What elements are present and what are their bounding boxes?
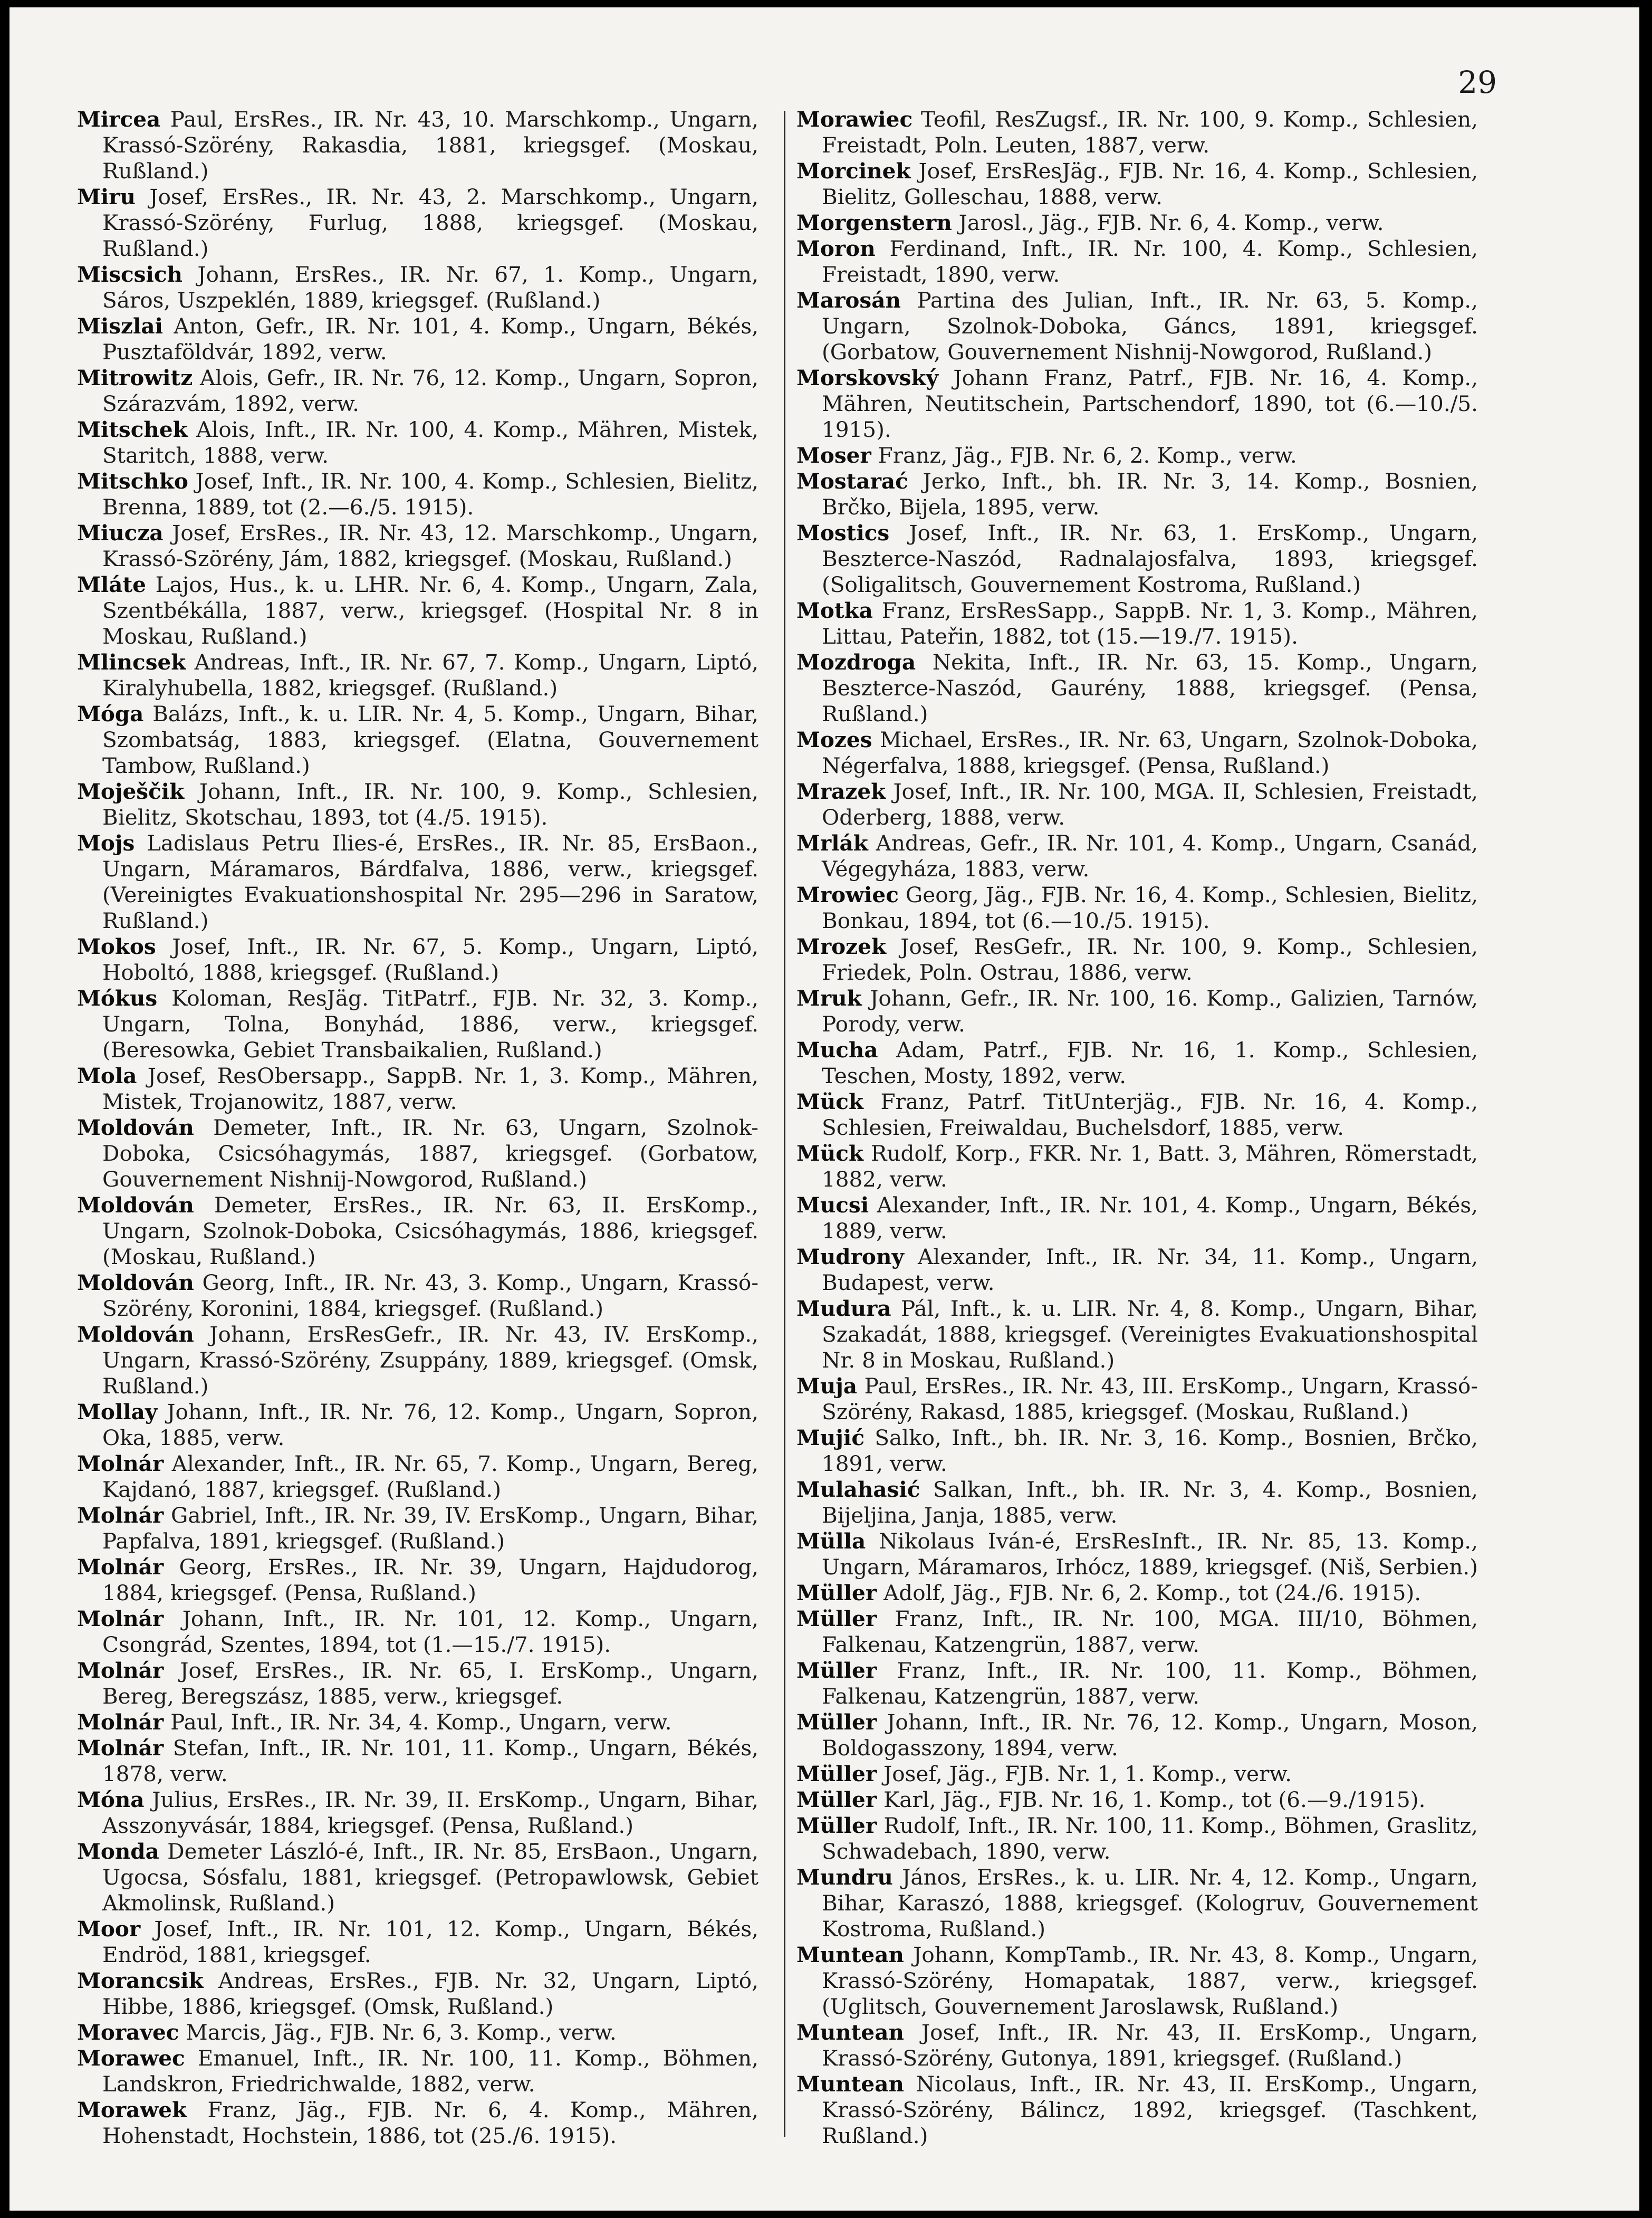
register-entry: [77, 649, 758, 701]
entry-surname: Molnár: [77, 1606, 164, 1631]
entry-details: Salko, Inft., bh. IR. Nr. 3, 16. Komp., Bosnien, Brčko, 1891, verw.: [822, 1425, 1478, 1476]
register-entry: [796, 1606, 1478, 1658]
entry-surname: Mitschek: [77, 417, 188, 442]
register-entry: [77, 1322, 758, 1399]
entry-surname: Morawiec: [796, 107, 913, 132]
entry-details: Franz, Jäg., FJB. Nr. 6, 2. Komp., verw.: [878, 443, 1297, 468]
register-entry: [77, 1270, 758, 1322]
register-entry: [796, 1296, 1478, 1373]
entry-surname: Morancsik: [77, 1968, 204, 1993]
register-entry: [796, 443, 1478, 469]
entry-details: Georg, ErsRes., IR. Nr. 39, Ungarn, Hajdudorog, 1884, kriegsgef. (Pensa, Rußland.): [102, 1554, 758, 1605]
entry-details: Jerko, Inft., bh. IR. Nr. 3, 14. Komp., Bosnien, Brčko, Bijela, 1895, verw.: [822, 469, 1478, 520]
entry-details: Franz, ErsResSapp., SappB. Nr. 1, 3. Komp., Mähren, Littau, Pateřin, 1882, tot (15.—19./7. 1915).: [822, 598, 1478, 649]
entry-surname: Mollay: [77, 1399, 158, 1425]
register-entry: [77, 1916, 758, 1968]
register-entry: [77, 1503, 758, 1554]
entry-details: Demeter László-é, Inft., IR. Nr. 85, ErsBaon., Ungarn, Ugocsa, Sósfalu, 1881, kriegsgef. (Petropawlowsk, Gebiet Akmolinsk, Rußland.): [102, 1839, 758, 1916]
entry-details: Josef, Inft., IR. Nr. 63, 1. ErsKomp., Ungarn, Beszterce-Naszód, Radnalajosfalva, 1893, kriegsgef. (Soligalitsch, Gouvernement Kostroma, Rußland.): [822, 520, 1478, 597]
register-entry: [796, 288, 1478, 365]
entry-surname: Morskovský: [796, 365, 938, 390]
entry-surname: Moravec: [77, 2020, 179, 2045]
register-entry: [796, 1761, 1478, 1787]
entry-details: Nekita, Inft., IR. Nr. 63, 15. Komp., Ungarn, Beszterce-Naszód, Gaurény, 1888, kriegsgef. (Pensa, Rußland.): [822, 649, 1478, 726]
entry-details: Adam, Patrf., FJB. Nr. 16, 1. Komp., Schlesien, Teschen, Mosty, 1892, verw.: [822, 1037, 1478, 1088]
entry-details: Demeter, Inft., IR. Nr. 63, Ungarn, Szolnok-Doboka, Csicsóhagymás, 1887, kriegsgef. (Gorbatow, Gouvernement Nishnij-Nowgorod, Rußland.): [102, 1115, 758, 1192]
entry-details: Alois, Inft., IR. Nr. 100, 4. Komp., Mähren, Mistek, Staritch, 1888, verw.: [102, 417, 758, 468]
entry-surname: Mostics: [796, 520, 890, 546]
entry-details: Rudolf, Inft., IR. Nr. 100, 11. Komp., Böhmen, Graslitz, Schwadebach, 1890, verw.: [822, 1813, 1478, 1864]
register-entry: [796, 1865, 1478, 1942]
register-entry: [796, 1477, 1478, 1528]
entry-details: Josef, ErsRes., IR. Nr. 43, 12. Marschkomp., Ungarn, Krassó-Szörény, Jám, 1882, kriegsgef. (Moskau, Rußland.): [102, 520, 758, 571]
register-entry: [796, 520, 1478, 598]
entry-details: Johann, Gefr., IR. Nr. 100, 16. Komp., Galizien, Tarnów, Porody, verw.: [822, 986, 1478, 1037]
entry-details: Johann, ErsRes., IR. Nr. 67, 1. Komp., Ungarn, Sáros, Uszpeklén, 1889, kriegsgef. (Rußland.): [102, 262, 759, 313]
entry-details: Franz, Inft., IR. Nr. 100, MGA. III/10, Böhmen, Falkenau, Katzengrün, 1887, verw.: [822, 1606, 1478, 1657]
entry-surname: Mück: [796, 1089, 863, 1114]
entry-surname: Mitrowitz: [77, 365, 193, 390]
entry-details: Johann, ErsResGefr., IR. Nr. 43, IV. ErsKomp., Ungarn, Krassó-Szörény, Zsuppány, 1889, kriegsgef. (Omsk, Rußland.): [102, 1322, 758, 1399]
register-entry: [796, 649, 1478, 727]
entry-surname: Molnár: [77, 1451, 164, 1476]
entry-details: Josef, ErsRes., IR. Nr. 43, 2. Marschkomp., Ungarn, Krassó-Szörény, Furlug, 1888, kriegsgef. (Moskau, Rußland.): [102, 184, 758, 261]
register-entry: [796, 1709, 1478, 1761]
entry-details: Josef, Inft., IR. Nr. 100, MGA. II, Schlesien, Freistadt, Oderberg, 1888, verw.: [822, 779, 1478, 830]
register-entry: [77, 1968, 758, 2020]
entry-surname: Molnár: [77, 1503, 164, 1528]
document-page: [9, 7, 1639, 2211]
entry-details: Julius, ErsRes., IR. Nr. 39, II. ErsKomp., Ungarn, Bihar, Asszonyvásár, 1884, kriegsgef. (Pensa, Rußland.): [102, 1787, 759, 1838]
entry-details: Koloman, ResJäg. TitPatrf., FJB. Nr. 32, 3. Komp., Ungarn, Tolna, Bonyhád, 1886, verw., kriegsgef. (Beresowka, Gebiet Transbaikalien, Rußland.): [102, 986, 759, 1063]
register-entry: [796, 1528, 1478, 1580]
register-entry: [796, 1942, 1478, 2020]
entry-surname: Moser: [796, 443, 871, 468]
register-entry: [77, 830, 758, 934]
entry-details: Demeter, ErsRes., IR. Nr. 63, II. ErsKomp., Ungarn, Szolnok-Doboka, Csicsóhagymás, 1886, kriegsgef. (Moskau, Rußland.): [102, 1192, 758, 1269]
register-entry: [77, 701, 758, 779]
entry-surname: Moor: [77, 1916, 141, 1942]
entry-details: Franz, Inft., IR. Nr. 100, 11. Komp., Böhmen, Falkenau, Katzengrün, 1887, verw.: [822, 1658, 1478, 1709]
entry-surname: Monda: [77, 1839, 159, 1864]
entry-surname: Mruk: [796, 986, 862, 1011]
entry-surname: Müller: [796, 1787, 877, 1812]
entry-surname: Müller: [796, 1658, 877, 1683]
entry-surname: Miucza: [77, 520, 164, 546]
entry-surname: Mudrony: [796, 1244, 904, 1269]
entry-details: Marcis, Jäg., FJB. Nr. 6, 3. Komp., verw.: [186, 2020, 617, 2045]
entry-details: Rudolf, Korp., FKR. Nr. 1, Batt. 3, Mähren, Römerstadt, 1882, verw.: [822, 1141, 1478, 1192]
entry-surname: Muja: [796, 1373, 858, 1399]
entry-surname: Molnár: [77, 1709, 164, 1735]
entry-surname: Molnár: [77, 1735, 164, 1761]
entry-surname: Morgenstern: [796, 210, 952, 235]
entry-surname: Mókus: [77, 986, 158, 1011]
register-entry: [796, 1192, 1478, 1244]
entry-surname: Mulahasić: [796, 1477, 920, 1502]
entry-surname: Mokos: [77, 934, 156, 959]
entry-surname: Motka: [796, 598, 873, 623]
column-divider: [784, 111, 785, 2137]
entry-details: Josef, Inft., IR. Nr. 67, 5. Komp., Ungarn, Liptó, Hoboltó, 1888, kriegsgef. (Rußland.): [102, 934, 758, 985]
register-entry: [796, 934, 1478, 986]
entry-details: Johann, Inft., IR. Nr. 76, 12. Komp., Ungarn, Moson, Boldogasszony, 1894, verw.: [822, 1709, 1478, 1761]
entry-surname: Mrowiec: [796, 882, 899, 907]
entry-details: Pál, Inft., k. u. LIR. Nr. 4, 8. Komp., Ungarn, Bihar, Szakadát, 1888, kriegsgef. (Vereinigtes Evakuationshospital Nr. 8 in Moskau, Rußland.): [822, 1296, 1478, 1373]
entry-surname: Marosán: [796, 288, 901, 313]
entry-details: Georg, Jäg., FJB. Nr. 16, 4. Komp., Schlesien, Bielitz, Bonkau, 1894, tot (6.—10./5. 1915).: [822, 882, 1478, 933]
entry-details: Gabriel, Inft., IR. Nr. 39, IV. ErsKomp., Ungarn, Bihar, Papfalva, 1891, kriegsgef. (Rußland.): [102, 1503, 759, 1554]
entry-surname: Müller: [796, 1709, 877, 1735]
register-entry: [77, 934, 758, 986]
register-entry: [77, 469, 758, 520]
register-entry: [77, 1658, 758, 1709]
entry-surname: Muntean: [796, 2071, 904, 2097]
register-entry: [77, 365, 758, 417]
entry-details: Nikolaus Iván-é, ErsResInft., IR. Nr. 85, 13. Komp., Ungarn, Máramaros, Irhócz, 1889, kriegsgef. (Niš, Serbien.): [822, 1528, 1478, 1580]
entry-surname: Mrozek: [796, 934, 887, 959]
entry-surname: Müller: [796, 1606, 877, 1631]
entry-details: Johann, Inft., IR. Nr. 100, 9. Komp., Schlesien, Bielitz, Skotschau, 1893, tot (4./5. 1915).: [102, 779, 758, 830]
entry-surname: Moron: [796, 236, 876, 261]
right-column: [796, 107, 1478, 2149]
register-entry: [77, 184, 758, 262]
entry-details: Andreas, ErsRes., FJB. Nr. 32, Ungarn, Liptó, Hibbe, 1886, kriegsgef. (Omsk, Rußland.): [102, 1968, 758, 2019]
entry-details: János, ErsRes., k. u. LIR. Nr. 4, 12. Komp., Ungarn, Bihar, Karaszó, 1888, kriegsgef. (Kologruv, Gouvernement Kostroma, Rußland.): [822, 1865, 1478, 1942]
entry-surname: Mundru: [796, 1865, 893, 1890]
register-entry: [77, 986, 758, 1063]
entry-details: Ladislaus Petru Ilies-é, ErsRes., IR. Nr. 85, ErsBaon., Ungarn, Máramaros, Bárdfalva, 1886, verw., kriegsgef. (Vereinigtes Evakuationshospital Nr. 295—296 in Saratow, Rußland.): [102, 830, 758, 933]
entry-details: Josef, Inft., IR. Nr. 43, II. ErsKomp., Ungarn, Krassó-Szörény, Gutonya, 1891, kriegsgef. (Rußland.): [822, 2020, 1478, 2071]
entry-surname: Móga: [77, 701, 144, 726]
register-entry: [77, 1787, 758, 1839]
register-entry: [796, 469, 1478, 520]
register-entry: [796, 1037, 1478, 1089]
entry-details: Johann, Inft., IR. Nr. 101, 12. Komp., Ungarn, Csongrád, Szentes, 1894, tot (1.—15./7. 1915).: [102, 1606, 758, 1657]
entry-details: Johann, KompTamb., IR. Nr. 43, 8. Komp., Ungarn, Krassó-Szörény, Homapatak, 1887, verw., kriegsgef. (Uglitsch, Gouvernement Jaroslawsk, Rußland.): [822, 1942, 1478, 2019]
entry-details: Emanuel, Inft., IR. Nr. 100, 11. Komp., Böhmen, Landskron, Friedrichwalde, 1882, verw.: [102, 2045, 758, 2097]
register-entry: [796, 1658, 1478, 1709]
register-entry: [77, 1554, 758, 1606]
register-entry: [77, 1709, 758, 1735]
entry-surname: Moldován: [77, 1322, 194, 1347]
left-column: [77, 107, 758, 2149]
register-entry: [77, 1606, 758, 1658]
register-entry: [796, 107, 1478, 158]
register-entry: [796, 158, 1478, 210]
entry-details: Paul, ErsRes., IR. Nr. 43, 10. Marschkomp., Ungarn, Krassó-Szörény, Rakasdia, 1881, kriegsgef. (Moskau, Rußland.): [102, 107, 759, 184]
entry-surname: Mucha: [796, 1037, 878, 1063]
entry-details: Johann, Inft., IR. Nr. 76, 12. Komp., Ungarn, Sopron, Oka, 1885, verw.: [102, 1399, 759, 1450]
register-entry: [796, 727, 1478, 779]
entry-surname: Mrazek: [796, 779, 886, 804]
register-entry: [796, 2020, 1478, 2071]
entry-details: Josef, ErsRes., IR. Nr. 65, I. ErsKomp., Ungarn, Bereg, Beregszász, 1885, verw., kriegsgef.: [102, 1658, 759, 1709]
entry-details: Karl, Jäg., FJB. Nr. 16, 1. Komp., tot (6.—9./1915).: [883, 1787, 1426, 1812]
entry-surname: Miscsich: [77, 262, 183, 287]
entry-surname: Mujić: [796, 1425, 865, 1450]
entry-details: Anton, Gefr., IR. Nr. 101, 4. Komp., Ungarn, Békés, Pusztaföldvár, 1892, verw.: [102, 313, 758, 365]
register-entry: [796, 2071, 1478, 2149]
entry-surname: Morawec: [77, 2045, 185, 2071]
entry-details: Josef, ResObersapp., SappB. Nr. 1, 3. Komp., Mähren, Mistek, Trojanowitz, 1887, verw.: [102, 1063, 758, 1114]
register-entry: [796, 1787, 1478, 1813]
entry-details: Josef, Inft., IR. Nr. 101, 12. Komp., Ungarn, Békés, Endröd, 1881, kriegsgef.: [102, 1916, 758, 1967]
register-entry: [77, 779, 758, 830]
entry-surname: Muntean: [796, 2020, 904, 2045]
entry-details: Alexander, Inft., IR. Nr. 34, 11. Komp., Ungarn, Budapest, verw.: [822, 1244, 1478, 1295]
entry-surname: Mlincsek: [77, 649, 186, 675]
register-entry: [796, 986, 1478, 1037]
register-entry: [796, 1580, 1478, 1606]
entry-details: Franz, Jäg., FJB. Nr. 6, 4. Komp., Mähren, Hohenstadt, Hochstein, 1886, tot (25./6. 1915).: [102, 2097, 758, 2148]
register-entry: [77, 1063, 758, 1115]
register-entry: [77, 262, 758, 313]
register-entry: [796, 1425, 1478, 1477]
register-entry: [77, 1839, 758, 1916]
entry-surname: Müller: [796, 1580, 877, 1605]
entry-surname: Müller: [796, 1761, 877, 1786]
entry-surname: Mola: [77, 1063, 137, 1088]
entry-surname: Mrlák: [796, 830, 868, 856]
entry-details: Michael, ErsRes., IR. Nr. 63, Ungarn, Szolnok-Doboka, Négerfalva, 1888, kriegsgef. (Pensa, Rußland.): [822, 727, 1478, 778]
register-entry: [77, 1192, 758, 1270]
entry-details: Balázs, Inft., k. u. LIR. Nr. 4, 5. Komp., Ungarn, Bihar, Szombatság, 1883, kriegsgef. (Elatna, Gouvernement Tambow, Rußland.): [102, 701, 758, 778]
entry-details: Alexander, Inft., IR. Nr. 65, 7. Komp., Ungarn, Bereg, Kajdanó, 1887, kriegsgef. (Rußland.): [102, 1451, 759, 1502]
entry-details: Lajos, Hus., k. u. LHR. Nr. 6, 4. Komp., Ungarn, Zala, Szentbékálla, 1887, verw., kriegsgef. (Hospital Nr. 8 in Moskau, Rußland.): [102, 572, 758, 649]
register-entry: [796, 210, 1478, 236]
entry-details: Nicolaus, Inft., IR. Nr. 43, II. ErsKomp., Ungarn, Krassó-Szörény, Bálincz, 1892, kriegsgef. (Taschkent, Rußland.): [822, 2071, 1478, 2148]
register-entry: [77, 313, 758, 365]
entry-details: Paul, Inft., IR. Nr. 34, 4. Komp., Ungarn, verw.: [170, 1709, 672, 1735]
register-entry: [796, 1244, 1478, 1296]
entry-details: Josef, Inft., IR. Nr. 100, 4. Komp., Schlesien, Bielitz, Brenna, 1889, tot (2.—6./5. 1915).: [102, 469, 759, 520]
entry-details: Franz, Patrf. TitUnterjäg., FJB. Nr. 16, 4. Komp., Schlesien, Freiwaldau, Buchelsdorf, 1885, verw.: [822, 1089, 1478, 1140]
entry-surname: Morcinek: [796, 158, 911, 184]
register-entry: [796, 365, 1478, 443]
entry-surname: Molnár: [77, 1658, 164, 1683]
register-entry: [796, 1089, 1478, 1141]
entry-surname: Moldován: [77, 1192, 194, 1218]
entry-surname: Miszlai: [77, 313, 164, 339]
register-entry: [77, 2045, 758, 2097]
register-entry: [796, 882, 1478, 934]
entry-details: Andreas, Gefr., IR. Nr. 101, 4. Komp., Ungarn, Csanád, Végegyháza, 1883, verw.: [822, 830, 1478, 882]
register-entry: [77, 1451, 758, 1503]
entry-surname: Mozdroga: [796, 649, 916, 675]
register-entry: [796, 830, 1478, 882]
register-entry: [77, 107, 758, 184]
entry-details: Ferdinand, Inft., IR. Nr. 100, 4. Komp., Schlesien, Freistadt, 1890, verw.: [822, 236, 1478, 287]
register-entry: [796, 1141, 1478, 1192]
entry-details: Josef, Jäg., FJB. Nr. 1, 1. Komp., verw.: [883, 1761, 1292, 1786]
entry-details: Johann Franz, Patrf., FJB. Nr. 16, 4. Komp., Mähren, Neutitschein, Partschendorf, 1890, tot (6.—10./5. 1915).: [822, 365, 1478, 442]
entry-surname: Mudura: [796, 1296, 891, 1321]
entry-details: Alois, Gefr., IR. Nr. 76, 12. Komp., Ungarn, Sopron, Szárazvám, 1892, verw.: [102, 365, 759, 416]
entry-surname: Moješčik: [77, 779, 185, 804]
entry-details: Andreas, Inft., IR. Nr. 67, 7. Komp., Ungarn, Liptó, Kiralyhubella, 1882, kriegsgef. (Rußland.): [102, 649, 759, 701]
entry-surname: Muntean: [796, 1942, 904, 1967]
entry-surname: Mojs: [77, 830, 135, 856]
register-entry: [77, 1399, 758, 1451]
entry-surname: Mück: [796, 1141, 863, 1166]
register-entry: [77, 2097, 758, 2149]
entry-details: Jarosl., Jäg., FJB. Nr. 6, 4. Komp., verw.: [958, 210, 1384, 235]
register-entry: [796, 236, 1478, 288]
entry-surname: Mláte: [77, 572, 146, 597]
register-entry: [796, 1813, 1478, 1865]
entry-surname: Móna: [77, 1787, 145, 1812]
register-entry: [796, 1373, 1478, 1425]
entry-details: Josef, ResGefr., IR. Nr. 100, 9. Komp., Schlesien, Friedek, Poln. Ostrau, 1886, verw.: [822, 934, 1478, 985]
entry-surname: Miru: [77, 184, 136, 209]
entry-surname: Müller: [796, 1813, 877, 1838]
register-entry: [77, 520, 758, 572]
entry-details: Alexander, Inft., IR. Nr. 101, 4. Komp., Ungarn, Békés, 1889, verw.: [822, 1192, 1478, 1244]
entry-surname: Mozes: [796, 727, 872, 752]
entry-surname: Moldován: [77, 1115, 194, 1140]
entry-details: Stefan, Inft., IR. Nr. 101, 11. Komp., Ungarn, Békés, 1878, verw.: [102, 1735, 759, 1786]
entry-surname: Morawek: [77, 2097, 187, 2123]
entry-details: Paul, ErsRes., IR. Nr. 43, III. ErsKomp., Ungarn, Krassó-Szörény, Rakasd, 1885, kriegsgef. (Moskau, Rußland.): [822, 1373, 1478, 1425]
register-entry: [796, 598, 1478, 649]
register-entry: [796, 779, 1478, 830]
register-entry: [77, 1115, 758, 1192]
entry-details: Josef, ErsResJäg., FJB. Nr. 16, 4. Komp., Schlesien, Bielitz, Golleschau, 1888, verw.: [822, 158, 1478, 209]
register-entry: [77, 572, 758, 649]
entry-surname: Mostarać: [796, 469, 908, 494]
entry-surname: Mircea: [77, 107, 161, 132]
page-number: 29: [1458, 64, 1497, 100]
register-entry: [77, 417, 758, 469]
entry-surname: Mucsi: [796, 1192, 869, 1218]
entry-details: Teofil, ResZugsf., IR. Nr. 100, 9. Komp., Schlesien, Freistadt, Poln. Leuten, 1887, verw.: [822, 107, 1478, 158]
entry-surname: Mülla: [796, 1528, 866, 1554]
entry-surname: Moldován: [77, 1270, 194, 1295]
register-entry: [77, 1735, 758, 1787]
entry-details: Partina des Julian, Inft., IR. Nr. 63, 5. Komp., Ungarn, Szolnok-Doboka, Gáncs, 1891, kriegsgef. (Gorbatow, Gouvernement Nishnij-Nowgorod, Rußland.): [822, 288, 1478, 365]
entry-details: Georg, Inft., IR. Nr. 43, 3. Komp., Ungarn, Krassó-Szörény, Koronini, 1884, kriegsgef. (Rußland.): [102, 1270, 759, 1321]
entry-surname: Mitschko: [77, 469, 188, 494]
entry-details: Adolf, Jäg., FJB. Nr. 6, 2. Komp., tot (24./6. 1915).: [883, 1580, 1422, 1605]
register-entry: [77, 2020, 758, 2045]
entry-surname: Molnár: [77, 1554, 164, 1580]
entry-details: Salkan, Inft., bh. IR. Nr. 3, 4. Komp., Bosnien, Bijeljina, Janja, 1885, verw.: [822, 1477, 1478, 1528]
